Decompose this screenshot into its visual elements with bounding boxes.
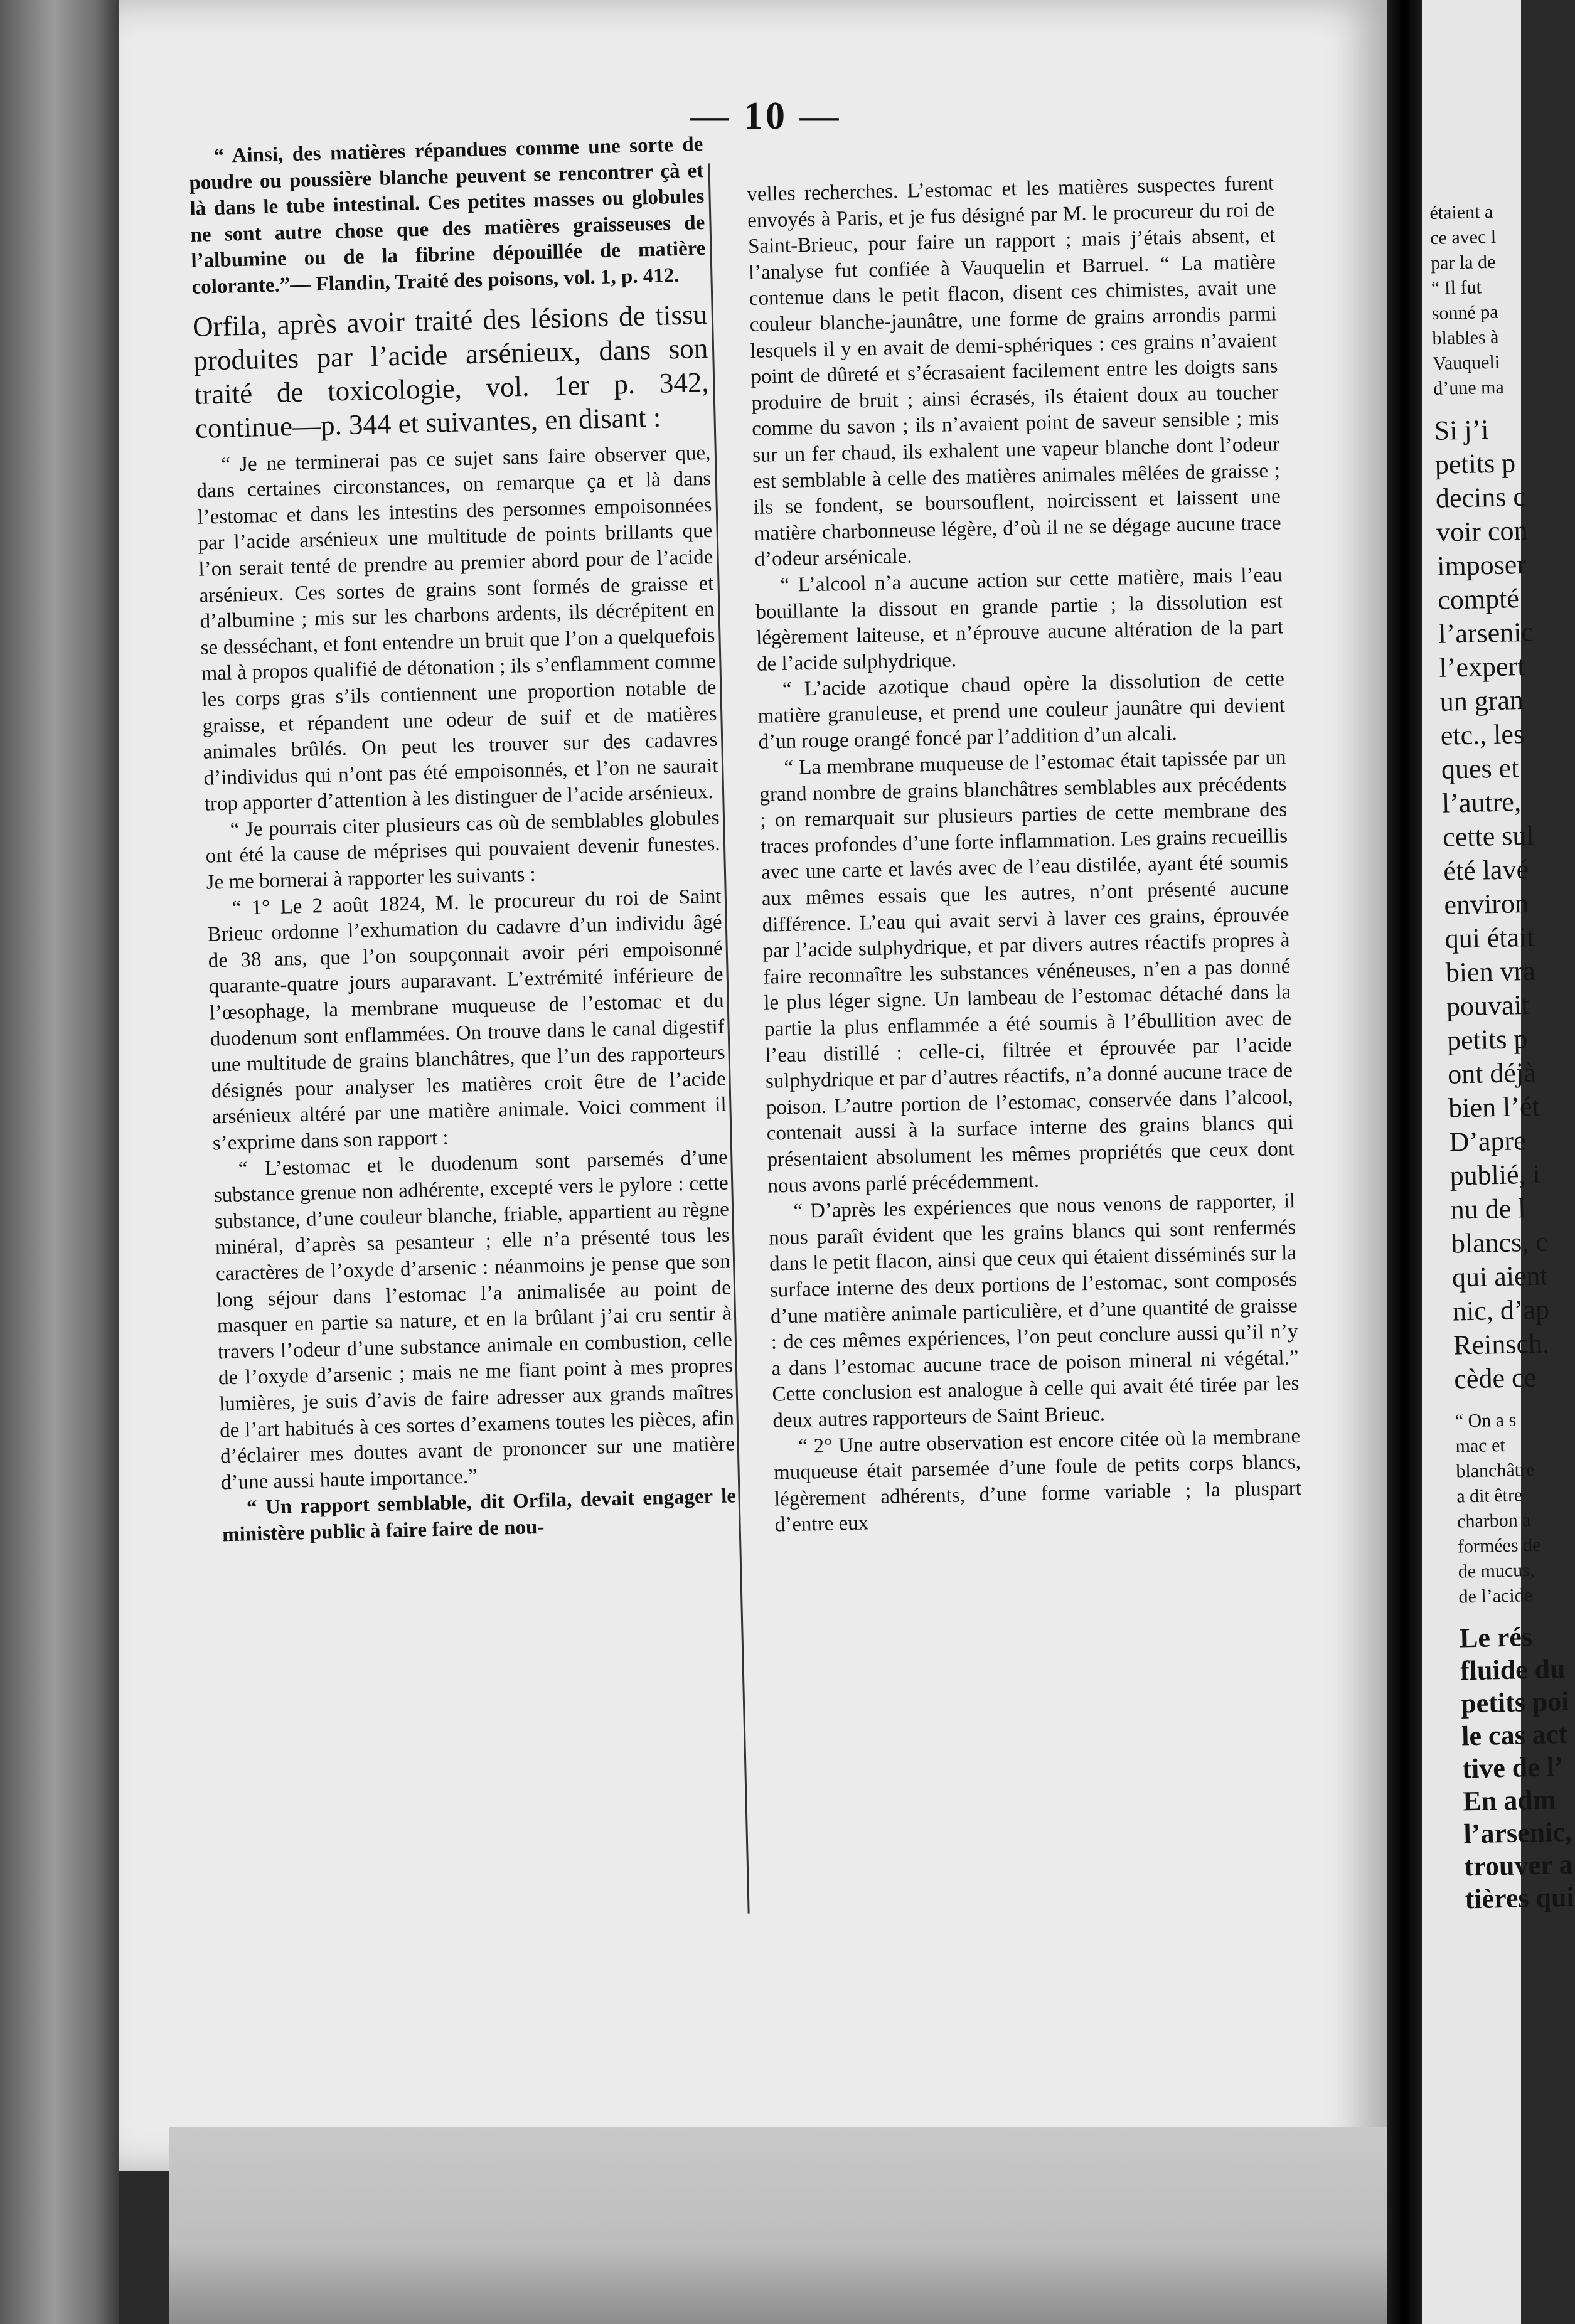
paragraph: “ 2° Une autre observation est encore citée où la membrane muqueuse était parsemée d’une foule de petits corps blancs, légèrement adhérents, d’une forme variable ; la pluspart d’entre eux xyxy=(773,1424,1302,1537)
next-page-fragment-line: Vauqueli xyxy=(1433,351,1500,374)
paragraph: “ D’après les expériences que nous venons de rapporter, il nous paraît évident que les grains blancs qui sont renfermés dans le petit flacon, ainsi que ceux qui étaient disséminés sur la surface interne des deux portions de l’estomac, sont composés d’une matière animale particulière, et d’une quantité de graisse : de ces mêmes expériences, l’on peut conclure aussi qu’il n’y a dans l’estomac aucune trace de poison mineral ni végétal.” Cette conclusion est analogue à celle qui avait été tirée par les deux autres rapporteurs de Saint Brieuc. xyxy=(768,1190,1300,1432)
page-bottom-shadow xyxy=(169,2127,1399,2324)
paragraph: “ 1° Le 2 août 1824, M. le procureur du roi de Saint Brieuc ordonne l’exhumation du cadavre d’un individu âgé de 38 ans, que l’on soupçonnait avoir péri empoisonné quarante-quatre jours auparavant. L’extrémité inférieure de l’œsophage, la membrane muqueuse de l’estomac et du duodenum sont enflammées. On trouve dans le canal digestif une multitude de grains blanchâtres, que l’un des rapporteurs désignés pour analyser les matières croit être de l’acide arsénieux altéré par une matière animale. Voici comment il s’exprime dans son rapport : xyxy=(207,885,727,1155)
book-gutter xyxy=(1387,0,1422,2324)
next-page-fragment-line: tive de l’ xyxy=(1461,1751,1564,1784)
paragraph-lead: Orfila, après avoir traité des lésions de tissu produites par l’acide arsénieux, dans son traité de toxicologie, vol. 1er p. 342, continue—p. 344 et suivantes, en disant : xyxy=(192,298,710,444)
next-page-fragment-line: l’arsenic, xyxy=(1463,1816,1572,1850)
next-page-fragment-line: fluide du xyxy=(1460,1653,1566,1687)
next-page-fragment-line: nu de l xyxy=(1450,1193,1526,1225)
next-page-fragment-line: charbon a xyxy=(1456,1510,1531,1532)
next-page-fragment-line: En adm xyxy=(1462,1784,1556,1817)
next-page-fragment-line: ques et xyxy=(1441,752,1519,785)
next-page-fragment-line: D’apre xyxy=(1448,1125,1527,1158)
next-page-fragment-line: nic, d’ap xyxy=(1452,1294,1550,1327)
paragraph: “ Ainsi, des matières répandues comme une sorte de poudre ou poussière blanche peuvent se rencontrer çà et là dans le tube intestinal. Ces petites masses ou globules ne sont autre chose que des matières graisseuses de l’albumine ou de la fibrine dépouillée de matière colorante.”— Flandin, Traité des poisons, vol. 1, p. 412. xyxy=(189,132,706,299)
scan-left-edge xyxy=(0,0,119,2324)
next-page-fragment-line: “ On a s xyxy=(1455,1409,1517,1432)
next-page-fragment-line: le cas act xyxy=(1461,1718,1568,1752)
next-page-fragment-line: petits p xyxy=(1446,1023,1528,1056)
left-column xyxy=(188,132,737,1548)
next-page-fragment-line: cette sul xyxy=(1442,819,1535,853)
next-page-fragment-line: d’une ma xyxy=(1433,376,1505,399)
next-page-fragment-line: Reinsch. xyxy=(1453,1328,1550,1361)
next-page-fragment-line: ce avec l xyxy=(1429,226,1497,248)
next-page-fragment-line: cède ce xyxy=(1453,1362,1537,1395)
next-page-fragment-line: l’arsenic xyxy=(1438,616,1534,649)
next-page-fragment-line: pouvait xyxy=(1446,989,1530,1022)
next-page-fragment-line: environ xyxy=(1443,887,1529,920)
next-page-fragment-line: l’expert xyxy=(1439,650,1525,683)
next-page-fragment-line: compté xyxy=(1437,583,1520,616)
next-page-fragment-line: ont déjà xyxy=(1447,1057,1537,1090)
paragraph: “ L’estomac et le duodenum sont parsemés d’une substance grenue non adhérente, excepté vers le pylore : cette substance, d’une couleur blanche, friable, appartient au règne minéral, d’après sa pesanteur ; elle n’a présenté tous les caractères de l’oxyde d’arsenic : néanmoins je pense que son long séjour dans l’estomac l’a animalisée au point de masquer en partie sa nature, et en la brûlant j’ai cru sentir à travers l’odeur d’une substance animale en combustion, celle de l’oxyde d’arsenic ; mais ne me fiant point à mes propres lumières, je suis d’avis de faire adresser aux grands maîtres de l’art habitués à ces sortes d’examens toutes les pièces, afin d’éclairer mes doutes avant de prononcer sur une matière d’une aussi haute importance.” xyxy=(213,1146,735,1495)
next-page-fragment-line: l’autre, xyxy=(1441,786,1522,819)
next-page-fragment-line: Le rés xyxy=(1459,1621,1533,1654)
next-page-fragment-line: petits poi xyxy=(1460,1685,1570,1719)
next-page-fragment-line: mac et xyxy=(1455,1434,1506,1457)
next-page-fragment-line: trouver a xyxy=(1464,1848,1574,1882)
next-page-fragment-group xyxy=(1434,412,1555,1397)
next-page-fragment-line: formées de xyxy=(1457,1534,1541,1557)
paragraph: “ L’acide azotique chaud opère la dissolution de cette matière granuleuse, et prend une couleur jaunâtre qui devient d’un rouge orangé foncé par l’addition d’un alcali. xyxy=(757,668,1286,754)
next-page-fragment-line: un gran xyxy=(1439,685,1524,717)
paragraph: “ Un rapport semblable, dit Orfila, devait engager le ministère public à faire faire de nou- xyxy=(222,1484,737,1547)
next-page-fragment-line: a dit être xyxy=(1456,1484,1523,1507)
next-page-fragment-line: de mucus, xyxy=(1458,1559,1535,1582)
next-page-text xyxy=(1429,199,1575,1929)
next-page-fragment-line: été lavé xyxy=(1443,853,1529,887)
next-page-fragment-line: qui aient xyxy=(1451,1260,1549,1293)
next-page-edge xyxy=(1422,0,1575,2324)
next-page-fragment-line: tières qui xyxy=(1465,1881,1575,1915)
next-page-fragment-group xyxy=(1429,199,1534,402)
next-page-fragment-group xyxy=(1455,1407,1559,1609)
next-page-fragment-line: bien vra xyxy=(1445,955,1536,988)
next-page-fragment-line: publié, i xyxy=(1450,1158,1541,1191)
next-page-fragment-line: blancs, c xyxy=(1451,1226,1549,1259)
next-page-fragment-line: blables à xyxy=(1432,326,1499,349)
next-page-fragment-line: de l’acide xyxy=(1458,1585,1533,1607)
paragraph: “ Je pourrais citer plusieurs cas où de semblables globules ont été la cause de méprises qui pouvaient devenir funestes. Je me bornerai à rapporter les suivants : xyxy=(205,806,720,894)
right-column xyxy=(747,171,1302,1538)
page-number: — 10 — xyxy=(690,95,841,137)
next-page-fragment-group xyxy=(1459,1620,1575,1916)
next-page-fragment-line: imposer xyxy=(1436,548,1527,582)
next-page-fragment-line: qui était xyxy=(1444,921,1535,954)
next-page-fragment-line: Si j’i xyxy=(1434,414,1489,446)
paragraph: “ La membrane muqueuse de l’estomac était tapissée par un grand nombre de grains blanchâtres semblables aux précédents ; on remarquait sur plusieurs parties de cette membrane des traces profondes d’une forte inflammation. Les grains recueillis avec une carte et lavés avec de l’eau distilée, ayant été soumis aux mêmes essais que les autres, n’ont présenté aucune différence. L’eau qui avait servi à laver ces grains, éprouvée par l’acide sulphydrique, et par divers autres réactifs propres à faire reconnaître les substances vénéneuses, n’en a pas donné le plus léger signe. Un lambeau de l’estomac détaché dans la partie la plus enflammée a été soumis à l’ébullition avec de l’eau distillé : celle-ci, filtrée et éprouvée par l’acide sulphydrique et par d’autres réactifs, n’a donné aucune trace de poison. L’autre portion de l’estomac, conservée dans l’alcool, contenait aussi à la surface interne des grains blancs qui présentaient absolument les mêmes propriétés que ceux dont nous avons parlé précédemment. xyxy=(759,746,1295,1198)
paragraph: “ Je ne terminerai pas ce sujet sans faire observer que, dans certaines circonstances, on remarque ça et là dans l’estomac et dans les intestins des personnes empoisonnées par l’acide arsénieux une multitude de points brillants que l’on serait tenté de prendre au premier abord pour de l’acide arsénieux. Ces sortes de grains sont formés de graisse et d’albumine ; mis sur les charbons ardents, ils décrépitent en se desséchant, et font entendre un bruit que l’on a quelquefois mal à propos qualifié de détonation ; ils s’enflamment comme les corps gras s’ils contiennent une proportion notable de graisse, et répandent une odeur de suif et de matières animales brûlés. On peut les trouver sur des cadavres d’individus qui n’ont pas été empoisonnés, et l’on ne saurait trop apporter d’attention à les distinguer de l’acide arsénieux. xyxy=(196,441,718,816)
next-page-fragment-line: bien l’ét xyxy=(1448,1090,1540,1124)
next-page-fragment-line: petits p xyxy=(1434,447,1516,480)
next-page-fragment-line: “ Il fut xyxy=(1431,277,1482,299)
next-page-fragment-line: par la de xyxy=(1430,251,1496,274)
next-page-fragment-line: étaient a xyxy=(1429,201,1493,223)
next-page-fragment-line: decins c xyxy=(1435,481,1526,514)
paragraph: “ L’alcool n’a aucune action sur cette matière, mais l’eau bouillante la dissout en grande partie ; la dissolution est légèrement laiteuse, et n’éprouve aucune altération de la part de l’acide sulphydrique. xyxy=(755,563,1284,676)
paragraph: velles recherches. L’estomac et les matières suspectes furent envoyés à Paris, et je fus désigné par M. le procureur du roi de Saint-Brieuc, pour faire un rapport ; mais j’étais absent, et l’analyse fut confiée à Vauquelin et Barruel. “ La matière contenue dans le petit flacon, disent ces chimistes, avait une couleur blanche-jaunâtre, une forme de grains arrondis parmi lesquels il y en avait de demi-sphériques : ces grains n’avaient point de dûreté et s’écrasaient facilement entre les doigts sans produire de bruit ; ainsi écrasés, ils étaient doux au toucher comme du savon ; ils n’avaient point de saveur sensible ; mis sur un fer chaud, ils exhalent une vapeur blanche dont l’odeur est semblable à celle des matières animales mêlées de graisse ; ils se fondent, se boursouflent, noircissent et laissent une matière charbonneuse légère, d’où il ne se dégage aucune trace d’odeur arsénicale. xyxy=(747,172,1281,572)
next-page-fragment-line: voir con xyxy=(1436,514,1528,548)
next-page-fragment-line: blanchâtre xyxy=(1456,1459,1535,1482)
next-page-fragment-line: etc., les xyxy=(1440,718,1525,751)
next-page-fragment-line: sonné pa xyxy=(1431,301,1498,324)
